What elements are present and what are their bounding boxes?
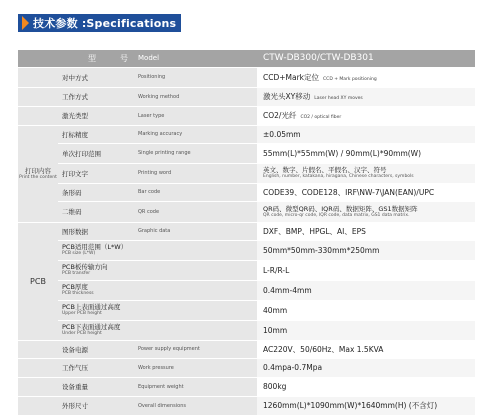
group-cell-empty (18, 358, 58, 377)
row-label-en: Equipment weight (138, 377, 257, 396)
value-note: CO2 / optical fiber (300, 115, 342, 120)
row-label-en: Single printing range (138, 143, 257, 163)
table-row (18, 163, 475, 183)
specifications-table (18, 50, 475, 416)
row-label: 对中方式 (58, 67, 138, 87)
table-row (18, 340, 475, 358)
row-value (257, 87, 475, 106)
value-note: QR code, micro-qr code, IQR code, data matrix, GS1 data matrix. (263, 212, 410, 218)
row-label-en: Printing word (138, 163, 257, 183)
row-label (58, 320, 257, 340)
row-label-cn: PCB适用范围（L*W） (62, 243, 128, 251)
group-label: 打印内容 (25, 167, 51, 175)
table-row (18, 183, 475, 201)
table-row (18, 358, 475, 377)
row-label-en: Upper PCB height (62, 311, 102, 316)
row-label-en: Under PCB height (62, 331, 102, 336)
table-row (18, 106, 475, 125)
row-label: 外形尺寸 (58, 396, 138, 415)
row-label-cn: PCB板传输方向 (62, 263, 108, 271)
row-label-en: PCB transfer (62, 271, 91, 276)
row-label-en: Working method (138, 87, 257, 106)
group-cell-empty (18, 67, 58, 87)
row-value: AC220V、50/60Hz、Max 1.5KVA (257, 340, 475, 358)
table-header-row (18, 50, 475, 67)
row-label (58, 260, 257, 280)
row-label: 激光类型 (58, 106, 138, 125)
table-row (18, 201, 475, 222)
row-label-en: Bar code (138, 183, 257, 201)
group-cell-empty (18, 396, 58, 415)
row-label (58, 300, 257, 320)
row-value (257, 163, 475, 183)
row-value: L-R/R-L (257, 260, 475, 280)
row-label: 工作气压 (58, 358, 138, 377)
row-label: 工作方式 (58, 87, 138, 106)
row-label-en: Overall dimensions (138, 396, 257, 415)
group-cell-empty (18, 340, 58, 358)
table-row (18, 143, 475, 163)
row-value: ±0.05mm (257, 125, 475, 143)
group-label-en: Print the content (19, 175, 57, 180)
row-value (257, 201, 475, 222)
section-title: 技术参数 :Specifications (33, 17, 177, 30)
value-text: QR码、微型QR码、IQR码、数据矩阵、GS1数据矩阵 (263, 204, 418, 213)
print-content-group (18, 125, 58, 222)
table-row (18, 67, 475, 87)
row-label-en: Work pressure (138, 358, 257, 377)
chevron-right-icon (22, 16, 29, 30)
value-text: CCD+Mark定位 (263, 72, 320, 82)
row-value (257, 106, 475, 125)
section-header (18, 14, 181, 32)
row-label-en: PCB size (L*W) (62, 251, 96, 256)
table-row (18, 280, 475, 300)
row-label: 图形数据 (58, 222, 138, 240)
row-value (257, 67, 475, 87)
row-label-en: Positioning (138, 67, 257, 87)
group-cell-empty (18, 377, 58, 396)
row-label-en: QR code (138, 201, 257, 222)
row-label-cn: PCB下表面通过高度 (62, 323, 121, 331)
value-text: 激光头XY移动 (263, 92, 311, 101)
row-value: 0.4mm-4mm (257, 280, 475, 300)
row-label-en: Power supply equipment (138, 340, 257, 358)
row-value: 0.4mpa-0.7Mpa (257, 358, 475, 377)
value-note: Laser head XY moves (314, 96, 363, 101)
row-label: 二维码 (58, 201, 138, 222)
table-row (18, 240, 475, 260)
row-label: 打标精度 (58, 125, 138, 143)
group-cell-empty (18, 106, 58, 125)
row-label-en: Marking accuracy (138, 125, 257, 143)
table-row (18, 300, 475, 320)
model-label-en: Model (138, 50, 257, 67)
table-row (18, 260, 475, 280)
row-value: DXF、BMP、HPGL、AI、EPS (257, 222, 475, 240)
table-row (18, 396, 475, 415)
value-text: CO2/光纤 (263, 111, 297, 120)
row-value: 800kg (257, 377, 475, 396)
row-value: 10mm (257, 320, 475, 340)
value-note: CCD + Mark positioning (323, 76, 377, 82)
table-row (18, 377, 475, 396)
row-value: 1260mm(L)*1090mm(W)*1640mm(H) (不含灯) (257, 396, 475, 415)
table-row (18, 222, 475, 240)
row-label (58, 280, 257, 300)
value-note: English, number, katakana, hiragana, Chinese characters, symbols (263, 174, 414, 179)
model-value: CTW-DB300/CTW-DB301 (257, 50, 475, 67)
row-value: 55mm(L)*55mm(W) / 90mm(L)*90mm(W) (257, 143, 475, 163)
row-label-en: PCB thickness (62, 291, 94, 296)
row-label (58, 240, 257, 260)
row-label-cn: PCB厚度 (62, 283, 88, 291)
row-label: 设备电源 (58, 340, 138, 358)
row-value: 50mm*50mm-330mm*250mm (257, 240, 475, 260)
value-text: 英文、数字、片假名、平假名、汉字、符号 (263, 166, 387, 174)
table-row (18, 320, 475, 340)
row-value: CODE39、CODE128、IRF\NW-7\JAN(EAN)/UPC (257, 183, 475, 201)
header-group-cell (18, 50, 58, 67)
model-label: 型 号 (58, 50, 138, 67)
row-label-en: Graphic data (138, 222, 257, 240)
table-row (18, 125, 475, 143)
row-label: 设备重量 (58, 377, 138, 396)
pcb-group: PCB (18, 222, 58, 340)
row-label-en: Laser type (138, 106, 257, 125)
row-label: 单次打印范围 (58, 143, 138, 163)
group-cell-empty (18, 87, 58, 106)
row-label: 打印文字 (58, 163, 138, 183)
row-label-cn: PCB上表面通过高度 (62, 303, 121, 311)
row-label: 条形码 (58, 183, 138, 201)
row-value: 40mm (257, 300, 475, 320)
table-row (18, 87, 475, 106)
